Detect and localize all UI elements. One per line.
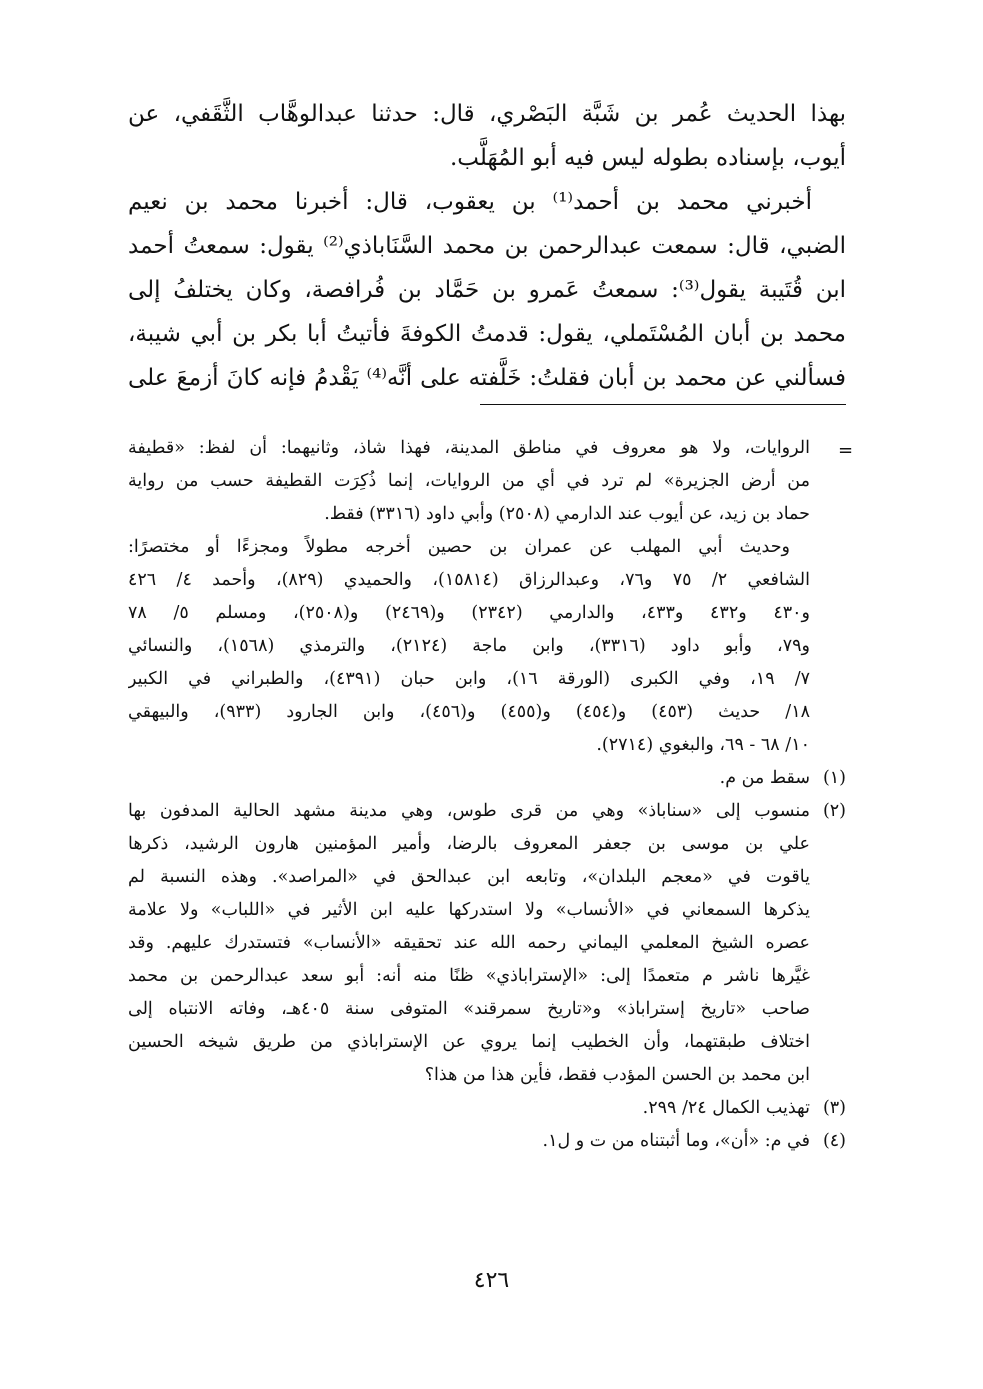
footnote-number: (١) [822,768,846,788]
footnote-line: الشافعي ٢/ ٧٥ و٧٦، وعبدالرزاق (١٥٨١٤)، والحميدي (٨٢٩)، وأحمد ٤/ ٤٢٦ [128,570,810,590]
main-line: ابن قُتَيبة يقول⁽³⁾: سمعتُ عَمرو بن حَمَّاد بن فُرافصة، وكان يختلفُ إلى [128,277,846,303]
footnote-line: و٧٩، وأبو داود (٣٣١٦)، وابن ماجة (٢١٢٤)، والترمذي (١٥٦٨)، والنسائي [128,636,810,656]
footnote-line: تهذيب الكمال ٢٤/ ٢٩٩. [642,1098,810,1118]
main-line: محمد بن أبان المُسْتَملي، يقول: قدمتُ الكوفةَ فأتيتُ أبا بكر بن أبي شيبة، [128,321,846,347]
footnote-line: منسوب إلى «سناباذ» وهي من قرى طوس، وهي مدينة مشهد الحالية المدفون بها [128,801,810,821]
footnote-separator [480,404,846,405]
footnote-line: ١٠/ ٦٨ - ٦٩، والبغوي (٢٧١٤). [596,735,810,755]
footnote-line: علي بن موسى بن جعفر المعروف بالرضا، وأمير المؤمنين هارون الرشيد، ذكرها [128,834,810,854]
footnote-4 [128,1125,846,1158]
footnote-2 [128,795,846,1092]
footnote-line: سقط من م. [719,768,810,788]
main-line: أيوب، بإسناده بطوله ليس فيه أبو المُهَلَّب. [449,145,846,171]
footnote-line: يذكرها السمعاني في «الأنساب» ولا استدركها عليه ابن الأثير في «اللباب» ولا علامة [128,900,810,920]
footnote-continuation-mark: = [838,440,854,461]
footnote-1 [128,762,846,795]
footnote-line: ١٨/ حديث (٤٥٣) و(٤٥٤) و(٤٥٥) و(٤٥٦)، وابن الجارود (٩٣٣)، والبيهقي [128,702,810,722]
main-line: بهذا الحديث عُمر بن شَبَّة البَصْري، قال: حدثنا عبدالوهَّاب الثَّقَفي، عن [128,101,846,127]
footnote-number: (٣) [822,1098,846,1118]
footnote-continuation [128,432,846,762]
main-line: أخبرني محمد بن أحمد⁽¹⁾ بن يعقوب، قال: أخبرنا محمد بن نعيم [128,189,812,215]
footnote-line: و٤٣٠ و٤٣٢ و٤٣٣، والدارمي (٢٣٤٢) و(٢٤٦٩) و(٢٥٠٨)، ومسلم ٥/ ٧٨ [128,603,810,623]
footnote-line: ياقوت في «معجم البلدان»، وتابعه ابن عبدالحق في «المراصد». وهذه النسبة لم [128,867,810,887]
footnote-line: حماد بن زيد، عن أيوب عند الدارمي (٢٥٠٨) وأبي داود (٣٣١٦) فقط. [324,504,810,524]
footnote-line: صاحب «تاريخ إستراباذ» و«تاريخ سمرقند» المتوفى سنة ٤٠٥هـ، وفاته الانتباه إلى [128,999,810,1019]
page-number: ٤٢٦ [473,1268,510,1293]
footnote-line: ٧/ ١٩، وفي الكبرى (الورقة ١٦)، وابن حبان (٤٣٩١)، والطبراني في الكبير [128,669,810,689]
footnote-number: (٢) [822,801,846,821]
footnote-line: ابن محمد بن الحسن المؤدب فقط، فأين هذا من هذا؟ [424,1065,810,1085]
footnote-line: غيَّرها ناشر م متعمدًا إلى: «الإستراباذي» ظنًا منه أنه: أبو سعد عبدالرحمن بن محمد [128,966,810,986]
footnote-line: الروايات، ولا هو معروف في مناطق المدينة، فهذا شاذ، وثانيهما: أن لفظ: «قطيفة [128,438,810,458]
footnote-line: من أرض الجزيرة» لم ترد في أي من الروايات، إنما ذُكِرَت القطيفة حسب من رواية [128,471,810,491]
footnote-number [810,432,846,762]
footnote-line: في م: «أن»، وما أثبتناه من ت و ل١. [542,1131,810,1151]
footnote-3 [128,1092,846,1125]
main-line: فسألني عن محمد بن أبان فقلتُ: خَلَّفته على أنَّه⁽⁴⁾ يَقْدمُ فإنه كانَ أزمعَ على [128,365,846,391]
footnotes [128,432,846,1158]
footnote-line: وحديث أبي المهلب عن عمران بن حصين أخرجه مطولاً ومجزءًا أو مختصرًا: [128,537,790,557]
footnote-line: اختلاف طبقتهما، وأن الخطيب إنما يروي عن الإستراباذي من طريق شيخه الحسين [128,1032,810,1052]
main-line: الضبي، قال: سمعت عبدالرحمن بن محمد السَّنَاباذي⁽²⁾ يقول: سمعتُ أحمد [128,233,846,259]
footnote-number: (٤) [822,1131,846,1151]
main-text [128,92,846,400]
footnote-line: عصره الشيخ المعلمي اليماني رحمه الله عند تحقيقه «الأنساب» فتستدرك عليهم. وقد [128,933,810,953]
